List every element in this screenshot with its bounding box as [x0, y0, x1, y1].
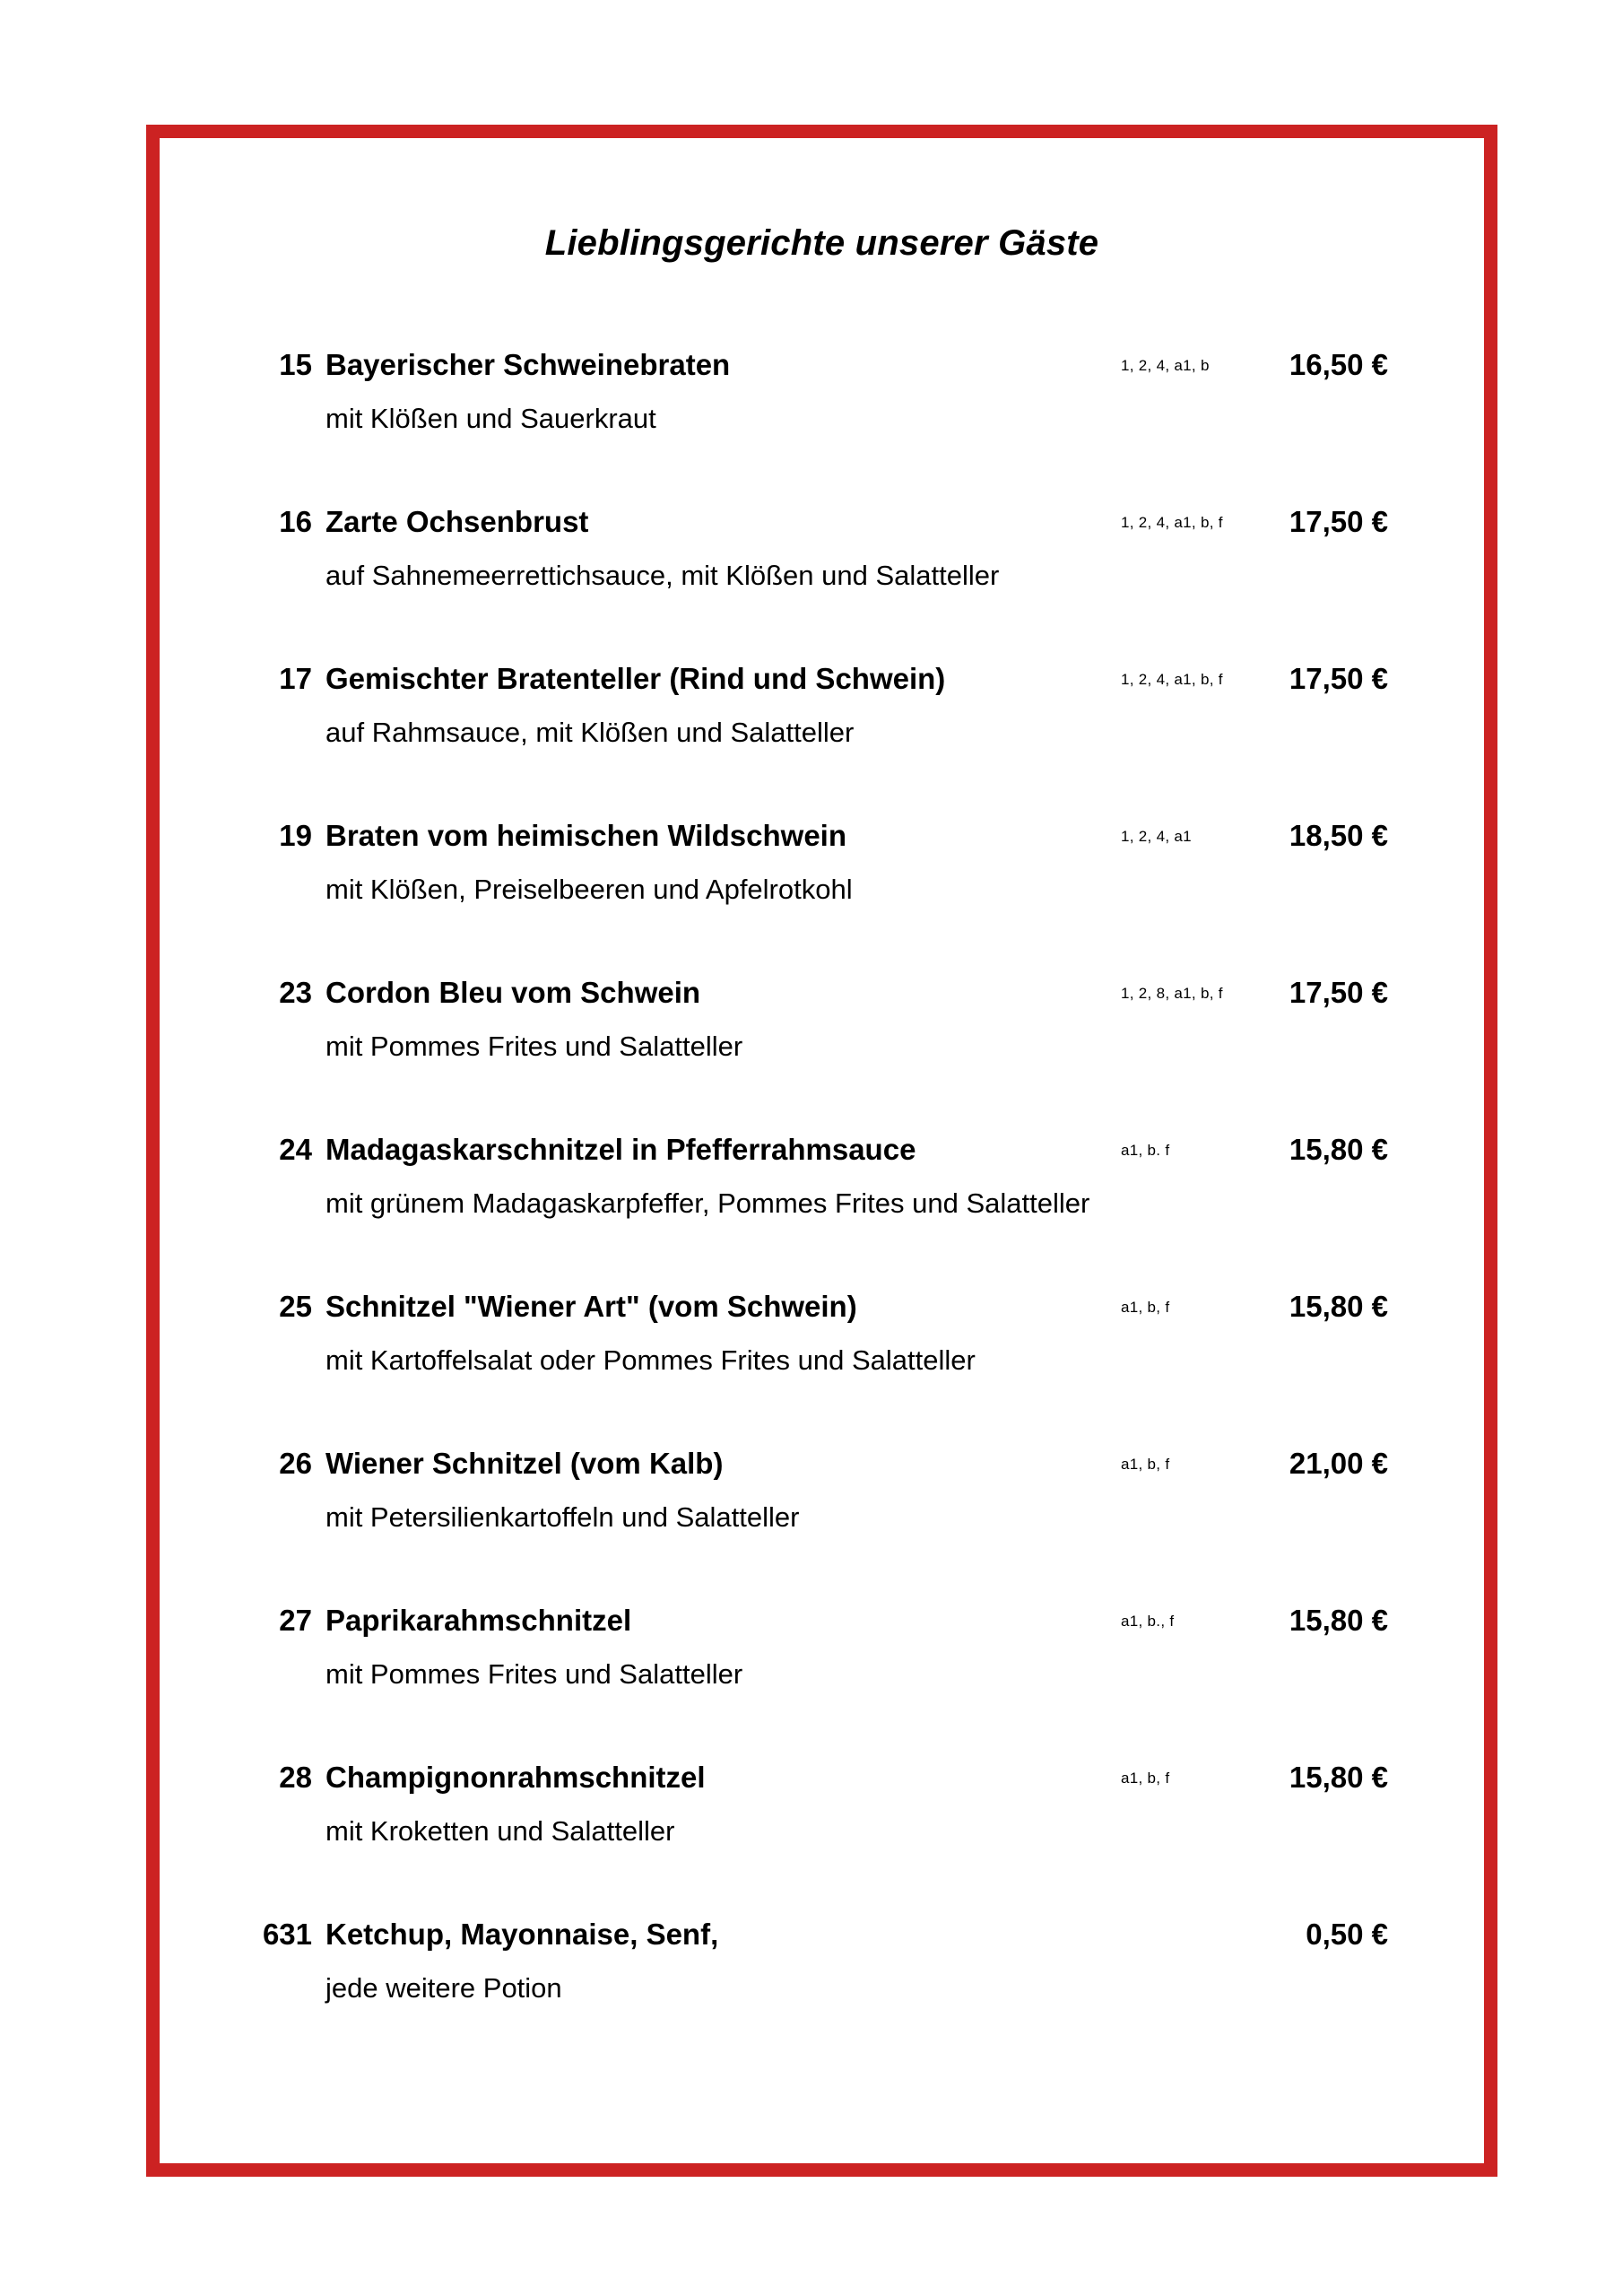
menu-item-allergens: a1, b., f: [1121, 1613, 1175, 1630]
menu-item-name: Bayerischer Schweinebraten: [325, 348, 731, 381]
menu-item: [160, 1132, 1484, 1289]
menu-item-name: Paprikarahmschnitzel: [325, 1604, 632, 1637]
menu-item-number: 27: [279, 1604, 312, 1637]
menu-item-description: mit Kroketten und Salatteller: [325, 1815, 675, 1847]
menu-item-number: 28: [279, 1761, 312, 1794]
page-title: Lieblingsgerichte unserer Gäste: [544, 223, 1099, 263]
menu-item-header: [160, 1446, 1484, 1482]
menu-item-number: 17: [279, 662, 312, 695]
menu-item-price: 17,50 €: [1289, 662, 1388, 695]
menu-item-header: [160, 818, 1484, 854]
menu-item-description: mit Pommes Frites und Salatteller: [325, 1658, 743, 1690]
menu-item-description: mit Klößen, Preiselbeeren und Apfelrotkohl: [325, 874, 853, 905]
menu-item-name: Ketchup, Mayonnaise, Senf,: [325, 1918, 719, 1951]
menu-item-price: 17,50 €: [1289, 505, 1388, 538]
menu-item-allergens: 1, 2, 4, a1, b, f: [1121, 514, 1223, 531]
menu-item-name: Schnitzel "Wiener Art" (vom Schwein): [325, 1290, 857, 1323]
menu-item-allergens: a1, b. f: [1121, 1142, 1170, 1159]
menu-item-header: [160, 1289, 1484, 1325]
menu-item-name: Zarte Ochsenbrust: [325, 505, 589, 538]
menu-item-price: 17,50 €: [1289, 976, 1388, 1009]
menu-item-description: mit grünem Madagaskarpfeffer, Pommes Frites und Salatteller: [325, 1187, 1090, 1219]
menu-item-number: 15: [279, 348, 312, 381]
menu-item-description: jede weitere Potion: [325, 1972, 562, 2004]
menu-item-name: Madagaskarschnitzel in Pfefferrahmsauce: [325, 1133, 916, 1166]
menu-item-header: [160, 1132, 1484, 1168]
menu-item-number: 631: [262, 1918, 312, 1951]
menu-item-number: 25: [279, 1290, 312, 1323]
menu-item-number: 24: [279, 1133, 312, 1166]
menu-item-number: 23: [279, 976, 312, 1009]
menu-item: [160, 1289, 1484, 1446]
menu-item-description: mit Pommes Frites und Salatteller: [325, 1031, 743, 1062]
menu-item-price: 0,50 €: [1306, 1918, 1388, 1951]
menu-item-name: Champignonrahmschnitzel: [325, 1761, 706, 1794]
menu-item-price: 16,50 €: [1289, 348, 1388, 381]
menu-item-description: auf Rahmsauce, mit Klößen und Salatteller: [325, 717, 855, 748]
menu-item-price: 18,50 €: [1289, 819, 1388, 852]
menu-item-description: mit Kartoffelsalat oder Pommes Frites und Salatteller: [325, 1344, 976, 1376]
menu-item: [160, 1603, 1484, 1760]
menu-item-header: [160, 1760, 1484, 1796]
menu-item-name: Braten vom heimischen Wildschwein: [325, 819, 847, 852]
menu-item-allergens: a1, b, f: [1121, 1770, 1170, 1787]
menu-item-allergens: a1, b, f: [1121, 1299, 1170, 1316]
menu-item: [160, 1446, 1484, 1603]
menu-item: [160, 661, 1484, 818]
menu-item-description: mit Klößen und Sauerkraut: [325, 403, 656, 434]
menu-item-description: mit Petersilienkartoffeln und Salatteller: [325, 1501, 800, 1533]
menu-item-list: [160, 347, 1484, 2024]
menu-item-header: [160, 661, 1484, 697]
menu-item: [160, 347, 1484, 504]
menu-item-allergens: 1, 2, 4, a1: [1121, 828, 1192, 845]
menu-item-price: 15,80 €: [1289, 1290, 1388, 1323]
menu-item-price: 15,80 €: [1289, 1604, 1388, 1637]
menu-item-allergens: 1, 2, 8, a1, b, f: [1121, 985, 1223, 1002]
menu-item-name: Wiener Schnitzel (vom Kalb): [325, 1447, 724, 1480]
menu-item-price: 15,80 €: [1289, 1761, 1388, 1794]
menu-item-name: Gemischter Bratenteller (Rind und Schwein): [325, 662, 946, 695]
menu-item-description: auf Sahnemeerrettichsauce, mit Klößen und Salatteller: [325, 560, 1000, 591]
menu-item-header: [160, 1917, 1484, 1952]
menu-content: [160, 138, 1484, 2163]
menu-item-number: 26: [279, 1447, 312, 1480]
menu-item: [160, 1917, 1484, 2024]
menu-item: [160, 975, 1484, 1132]
menu-item-price: 21,00 €: [1289, 1447, 1388, 1480]
menu-item: [160, 504, 1484, 661]
menu-item-price: 15,80 €: [1289, 1133, 1388, 1166]
menu-item-allergens: 1, 2, 4, a1, b: [1121, 357, 1210, 374]
menu-item-header: [160, 347, 1484, 383]
menu-item-header: [160, 975, 1484, 1011]
menu-item-allergens: a1, b, f: [1121, 1456, 1170, 1473]
menu-frame: [146, 125, 1497, 2177]
menu-item: [160, 1760, 1484, 1917]
menu-item-allergens: 1, 2, 4, a1, b, f: [1121, 671, 1223, 688]
menu-item-header: [160, 1603, 1484, 1639]
menu-item-number: 19: [279, 819, 312, 852]
menu-item-header: [160, 504, 1484, 540]
menu-item: [160, 818, 1484, 975]
menu-item-name: Cordon Bleu vom Schwein: [325, 976, 701, 1009]
menu-item-number: 16: [279, 505, 312, 538]
